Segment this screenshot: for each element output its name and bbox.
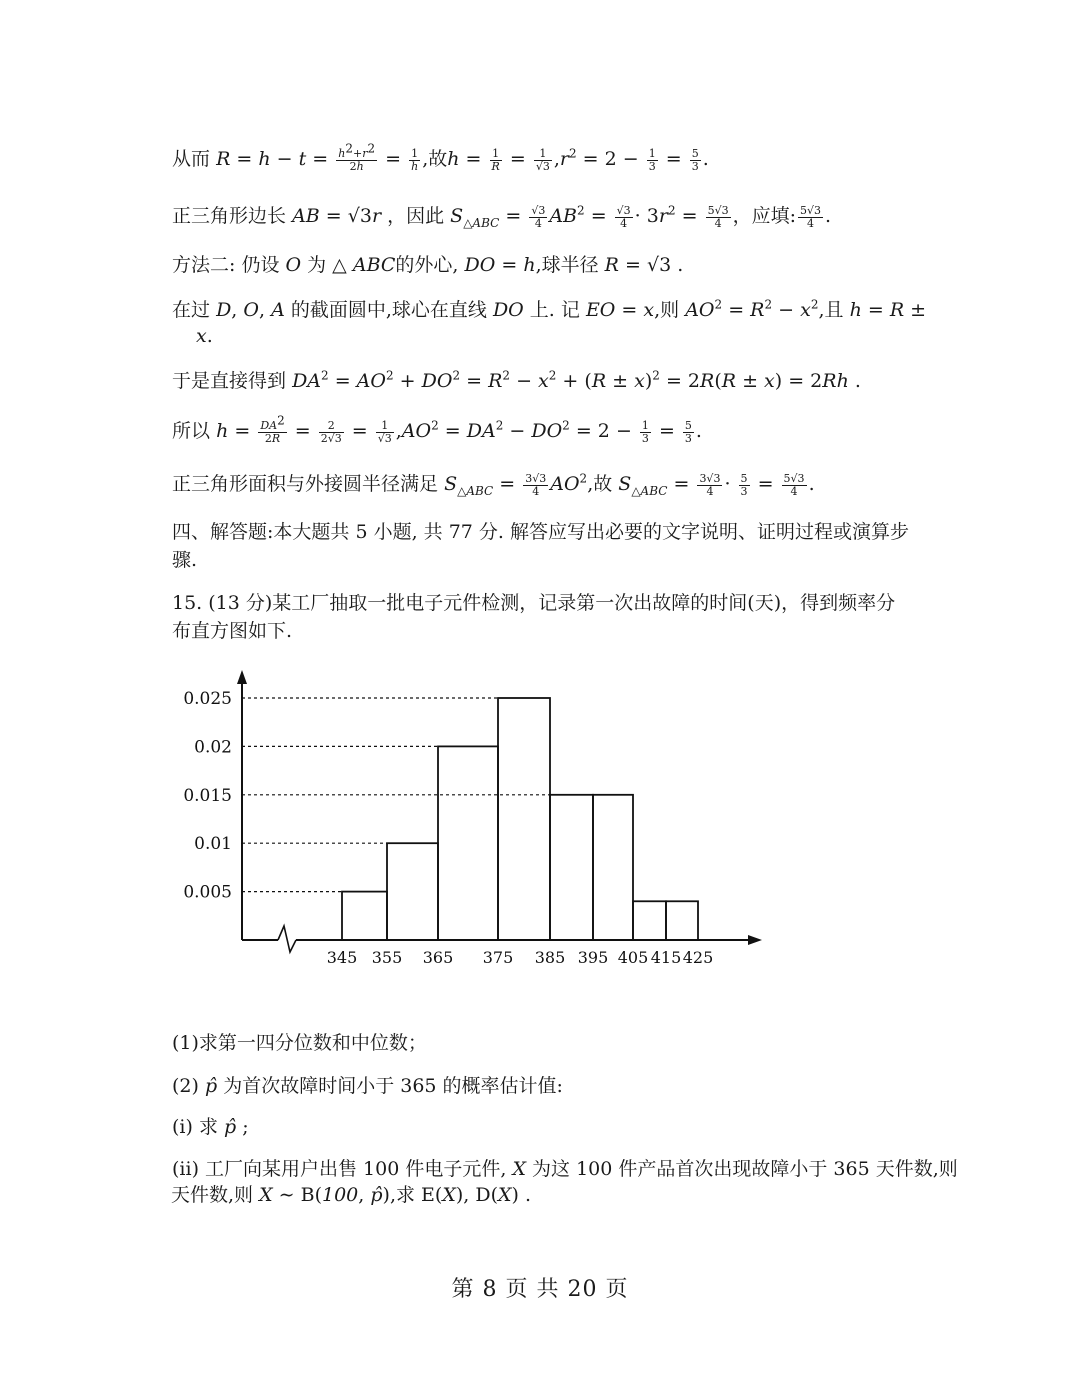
- section-heading: 四、解答题:本大题共 5 小题, 共 77 分. 解答应写出必要的文字说明、证明过程或演算步骤.: [172, 521, 909, 571]
- x-tick-label: 415: [650, 948, 682, 967]
- histogram-bar-5: [550, 795, 593, 940]
- histogram-bar-6: [593, 795, 633, 940]
- x-tick-label: 405: [617, 948, 649, 967]
- histogram-bar-2: [387, 843, 438, 940]
- solution-line-3: 方法二: 仍设 O 为 △ ABC的外心, DO = h,球半径 R = √3 .: [172, 254, 684, 276]
- y-tick-label: 0.02: [194, 737, 232, 758]
- subquestion-2ii-cont: 天件数,则 X ∼ B(100, p̂),求 E(X), D(X) .: [171, 1184, 532, 1206]
- x-tick-label: 375: [482, 948, 514, 967]
- y-tick-label: 0.015: [183, 785, 232, 806]
- subquestion-2i: (i) 求 p̂ ;: [172, 1116, 249, 1138]
- y-tick-label: 0.005: [183, 882, 232, 903]
- histogram-bar-7: [633, 901, 666, 940]
- solution-line-6: 所以 h = $\frac{DA^2}{2R}$ = $\frac{2}{2√3}$ = $\frac{1}{√3}$ $,AO^2 = DA^2 - DO^2 = 2$ − $\frac{1}{3}$ = $\frac{5}{3}$ .: [172, 412, 702, 445]
- subquestion-1: (1)求第一四分位数和中位数；: [172, 1032, 427, 1054]
- x-tick-label: 425: [682, 948, 714, 967]
- y-tick-label: 0.025: [183, 689, 232, 709]
- frequency-histogram: [170, 660, 790, 980]
- question-15: 15. (13 分)某工厂抽取一批电子元件检测，记录第一次出故障的时间(天)，得到频率分布直方图如下.: [172, 592, 896, 642]
- x-tick-label: 365: [422, 948, 454, 967]
- subquestion-2: (2) p̂ 为首次故障时间小于 365 的概率估计值:: [172, 1075, 563, 1097]
- solution-line-5: 于是直接得到 $DA^2 = AO^2 + DO^2 = R^2 - x^2 + (R \pm x)^2 = 2R(R \pm x) = 2Rh$ .: [172, 368, 861, 392]
- solution-line-2: 正三角形边长 AB = √3r ，因此 $S_{\triangle ABC}$ = $\frac{√3}{4}$ $AB^2$ = $\frac{√3}{4}$ · $3r^2$ = $\frac{5√3}{4}$ ，应填: $\frac{5√3}{4}$ .: [172, 203, 832, 230]
- y-axis-arrow: [237, 670, 247, 684]
- histogram-bar-4: [498, 698, 550, 940]
- histogram-bar-1: [342, 892, 387, 940]
- page-footer: 第 8 页 共 20 页: [451, 1277, 629, 1302]
- solution-line-4: 在过 D, O, A 的截面圆中,球心在直线 DO 上. 记 EO = x,则 $AO^2 = R^2 - x^2$,且 h = R ±: [172, 297, 927, 321]
- axis-break: [278, 926, 296, 952]
- x-tick-label: 355: [371, 948, 403, 967]
- x-axis-arrow: [748, 935, 762, 945]
- solution-line-4-cont: x.: [196, 325, 213, 347]
- x-tick-label: 395: [577, 948, 609, 967]
- x-tick-label: 345: [326, 948, 358, 967]
- x-tick-label: 385: [534, 948, 566, 967]
- solution-line-1: 从而 R = h − t = $\frac{h^2+r^2}{2h}$ = $\frac{1}{h}$ ,故h = $\frac{1}{R}$ = $\frac{1}{√3}$ $,r^2 = 2$ − $\frac{1}{3}$ = $\frac{5}{3}$ .: [172, 140, 709, 173]
- y-tick-label: 0.01: [194, 834, 232, 855]
- histogram-bar-3: [438, 746, 498, 940]
- solution-line-7: 正三角形面积与外接圆半径满足 $S_{\triangle ABC}$ = $\frac{3√3}{4}$ $AO^2$,故 $S_{\triangle ABC}$ = $\frac{3√3}{4}$ · $\frac{5}{3}$ = $\frac{5√3}{4}$ .: [172, 471, 815, 498]
- histogram-bar-8: [666, 901, 698, 940]
- subquestion-2ii: (ii) 工厂向某用户出售 100 件电子元件, X 为这 100 件产品首次出现故障小于 365 天件数,则: [172, 1158, 958, 1180]
